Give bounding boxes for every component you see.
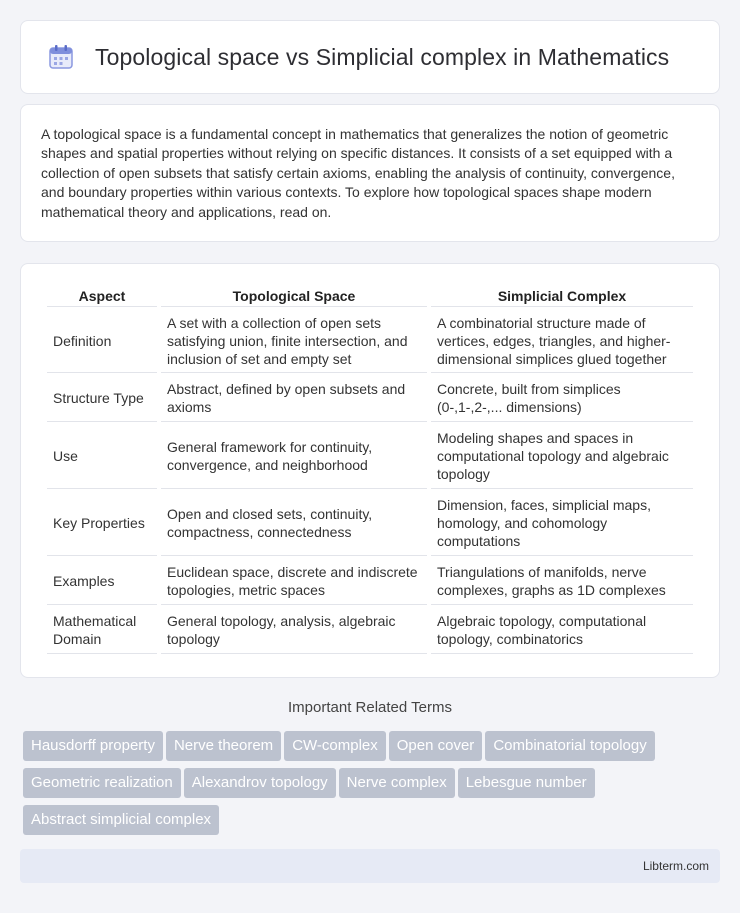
table-cell-simplicial: Concrete, built from simplices (0-,1-,2-,... dimensions): [431, 375, 693, 422]
comparison-table-card: [20, 263, 720, 678]
related-term-tag[interactable]: Geometric realization: [23, 768, 181, 798]
table-cell-topological: Open and closed sets, continuity, compactness, connectedness: [161, 491, 427, 556]
related-terms-title: Important Related Terms: [288, 699, 452, 716]
related-term-tag[interactable]: CW-complex: [284, 731, 386, 761]
related-terms-list: [23, 731, 723, 842]
table-cell-simplicial: Triangulations of manifolds, nerve complexes, graphs as 1D complexes: [431, 558, 693, 605]
table-row: [47, 309, 693, 373]
comparison-table: [43, 284, 697, 656]
column-header-aspect: Aspect: [47, 286, 157, 307]
table-cell-simplicial: Algebraic topology, computational topology, combinatorics: [431, 607, 693, 654]
table-row: [47, 375, 693, 422]
table-row: [47, 491, 693, 556]
table-cell-aspect: Structure Type: [47, 375, 157, 422]
column-header-simplicial-complex: Simplicial Complex: [431, 286, 693, 307]
table-row: [47, 558, 693, 605]
table-header-row: [47, 286, 693, 307]
calendar-icon: [47, 43, 75, 71]
intro-paragraph: A topological space is a fundamental concept in mathematics that generalizes the notion of geometric shapes and spatial properties without relying on specific distances. It consists of a set equipped with a collection of open subsets that satisfy certain axioms, enabling the analysis of continuity, convergence, and boundary properties within various contexts. To explore how topological spaces shape modern mathematical theory and applications, read on.: [41, 126, 675, 220]
column-header-topological-space: Topological Space: [161, 286, 427, 307]
table-cell-simplicial: Dimension, faces, simplicial maps, homology, and cohomology computations: [431, 491, 693, 556]
related-term-tag[interactable]: Alexandrov topology: [184, 768, 336, 798]
related-term-tag[interactable]: Nerve theorem: [166, 731, 281, 761]
table-cell-topological: General framework for continuity, convergence, and neighborhood: [161, 424, 427, 489]
header-card: [20, 20, 720, 94]
table-row: [47, 607, 693, 654]
related-term-tag[interactable]: Abstract simplicial complex: [23, 805, 219, 835]
table-cell-topological: Euclidean space, discrete and indiscrete topologies, metric spaces: [161, 558, 427, 605]
table-cell-aspect: Use: [47, 424, 157, 489]
intro-card: [20, 104, 720, 242]
related-term-tag[interactable]: Lebesgue number: [458, 768, 595, 798]
table-cell-aspect: Definition: [47, 309, 157, 373]
related-term-tag[interactable]: Combinatorial topology: [485, 731, 654, 761]
footer-brand-link[interactable]: Libterm.com: [642, 859, 709, 873]
related-term-tag[interactable]: Nerve complex: [339, 768, 455, 798]
related-term-tag[interactable]: Hausdorff property: [23, 731, 163, 761]
table-cell-simplicial: Modeling shapes and spaces in computational topology and algebraic topology: [431, 424, 693, 489]
table-cell-aspect: Examples: [47, 558, 157, 605]
related-term-tag[interactable]: Open cover: [389, 731, 483, 761]
table-cell-topological: Abstract, defined by open subsets and axioms: [161, 375, 427, 422]
footer: [20, 849, 720, 883]
page-title: Topological space vs Simplicial complex in Mathematics: [95, 43, 670, 70]
table-cell-topological: General topology, analysis, algebraic topology: [161, 607, 427, 654]
table-cell-aspect: Mathematical Domain: [47, 607, 157, 654]
table-cell-aspect: Key Properties: [47, 491, 157, 556]
table-cell-simplicial: A combinatorial structure made of vertices, edges, triangles, and higher-dimensional simplices glued together: [431, 309, 693, 373]
table-cell-topological: A set with a collection of open sets satisfying union, finite intersection, and inclusion of set and empty set: [161, 309, 427, 373]
table-row: [47, 424, 693, 489]
